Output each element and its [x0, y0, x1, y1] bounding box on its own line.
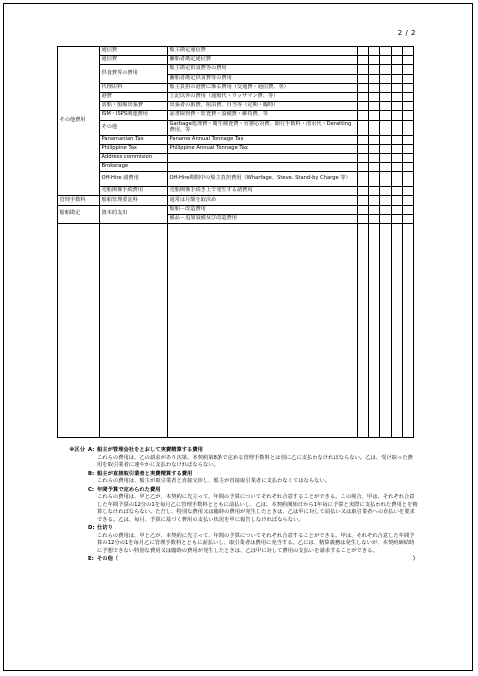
blank-cell	[380, 214, 391, 223]
blank-cell	[391, 196, 402, 205]
table-row	[58, 56, 414, 65]
note-body: これらの費用は、甲と乙が、本契約に先立って、年間の予算についてそれぞれ合意することができる。この場合、甲は、それぞれ合意した年間予算の12分の1を毎月乙に管理手数料とともに前払いし、乙は、本契約開始日から1年毎に予算と実際に支払われた費用とを精算しなければならない。ただし、特別な費用又は臨時の費用が発生したときは、乙は甲に対して前払い又は取引業者への直払いを要求できる。乙は、毎月、予算に基づく費用の支払い状況を甲に報告しなければならない。	[97, 494, 418, 523]
blank-cell	[358, 187, 369, 196]
description-cell: Philippine Annual Tonnage Tax	[168, 144, 358, 153]
blank-cell	[380, 144, 391, 153]
group-label-other: その他費用	[58, 47, 100, 196]
description-cell: 出張者の旅費、宿泊費、日当等（定期・臨時）	[168, 102, 358, 111]
blank-cell	[391, 163, 402, 172]
blank-cell	[369, 163, 380, 172]
blank-cell	[168, 224, 358, 438]
blank-cell	[402, 120, 413, 135]
description-cell: Garbage処理費・衛生検査費・官憲応対費、銀行手数料・清水代・Deratting費用、等	[168, 120, 358, 135]
blank-cell	[358, 196, 369, 205]
blank-cell	[369, 205, 380, 214]
blank-cell	[369, 214, 380, 223]
note-body: これらの費用は、船主が取引業者と直接交渉し、船主が直接取引業者に支払わなくてはならない。	[97, 478, 331, 485]
category-cell: ISM・ISPS関連費用	[100, 111, 168, 120]
note-heading: 仕切り	[97, 525, 113, 532]
table-row	[58, 120, 414, 135]
note-item-e	[60, 556, 418, 564]
classification-notes	[60, 446, 418, 564]
blank-cell	[380, 56, 391, 65]
blank-cell	[358, 74, 369, 83]
blank-cell	[391, 187, 402, 196]
blank-cell	[358, 144, 369, 153]
blank-cell	[358, 47, 369, 56]
blank-cell	[369, 144, 380, 153]
table-row	[58, 135, 414, 144]
blank-cell	[391, 47, 402, 56]
note-letter: D:	[88, 525, 95, 532]
note-item-c	[60, 487, 418, 525]
note-item-a	[60, 447, 418, 470]
table-row	[58, 111, 414, 120]
blank-cell	[380, 111, 391, 120]
blank-cell	[369, 56, 380, 65]
blank-cell	[402, 65, 413, 74]
blank-cell	[358, 111, 369, 120]
blank-cell	[391, 65, 402, 74]
table-row	[58, 172, 414, 187]
category-cell: 港費	[100, 92, 168, 101]
blank-cell	[369, 111, 380, 120]
note-item-b	[60, 471, 418, 486]
table-row	[58, 205, 414, 214]
blank-cell	[402, 187, 413, 196]
table-row	[58, 144, 414, 153]
blank-cell	[58, 224, 100, 438]
blank-cell	[402, 196, 413, 205]
description-cell	[168, 163, 358, 172]
note-body: これらの費用は、甲と乙が、本契約に先立って、年間の予算についてそれぞれ合意することができる。甲は、それぞれ合意した年間予算の12分の1を毎月乙に管理手数料とともに前払いし、取引業者は費用に充当する。乙には、精算義務は発生しないが、本契約締結時に予想できない特別な費用又は臨時の費用が発生したときは、乙は甲に対して費用の支払いを請求することができる。	[97, 532, 415, 554]
blank-cell	[380, 47, 391, 56]
blank-cell	[380, 102, 391, 111]
table-row-empty	[58, 224, 414, 438]
blank-cell	[358, 153, 369, 162]
notes-label: ※区分	[69, 447, 85, 453]
description-cell: 船舶－改造費用	[168, 205, 358, 214]
blank-cell	[402, 144, 413, 153]
note-item-d	[60, 525, 418, 555]
blank-cell	[402, 102, 413, 111]
note-other-label: その他（	[97, 556, 119, 563]
table-row	[58, 196, 414, 205]
blank-cell	[402, 205, 413, 214]
table-row	[58, 163, 414, 172]
blank-cell	[369, 135, 380, 144]
blank-cell	[369, 172, 380, 187]
category-cell: 通信費	[100, 47, 168, 56]
category-cell: 供食費等の費用	[100, 65, 168, 83]
blank-cell	[358, 83, 369, 92]
blank-cell	[380, 205, 391, 214]
blank-cell	[369, 65, 380, 74]
blank-cell	[402, 153, 413, 162]
description-cell: 傭船者勘定供食費等の費用	[168, 74, 358, 83]
blank-cell	[369, 102, 380, 111]
blank-cell	[369, 47, 380, 56]
blank-cell	[369, 92, 380, 101]
description-cell: 上記以外の費用（通船代・ウッサマン費、等）	[168, 92, 358, 101]
category-cell: その他	[100, 120, 168, 135]
blank-cell	[358, 56, 369, 65]
blank-cell	[391, 120, 402, 135]
description-cell: 備品－追加設備及び改造費用	[168, 214, 358, 223]
blank-cell	[391, 205, 402, 214]
blank-cell	[358, 205, 369, 214]
table-row	[58, 47, 414, 56]
blank-cell	[391, 102, 402, 111]
blank-cell	[100, 224, 168, 438]
description-cell: Paname Annual Tonnage Tax	[168, 135, 358, 144]
note-heading: 年間予算で定められた費用	[97, 486, 161, 493]
table-row	[58, 102, 414, 111]
note-heading: 船主が管理会社をとおして実費精算する費用	[97, 447, 203, 453]
category-cell: 船舶管理委託料	[100, 196, 168, 205]
table-row	[58, 187, 414, 196]
category-cell: 売船関係手続費用	[100, 187, 168, 196]
blank-cell	[391, 56, 402, 65]
group-label-mgmt: 管理手数料	[58, 196, 100, 205]
blank-cell	[391, 111, 402, 120]
blank-cell	[369, 153, 380, 162]
category-cell: 資本的支出	[100, 205, 168, 223]
blank-cell	[402, 83, 413, 92]
page-number: 2 / 2	[397, 29, 416, 37]
blank-cell	[402, 135, 413, 144]
blank-cell	[358, 135, 369, 144]
blank-cell	[380, 83, 391, 92]
blank-cell	[391, 74, 402, 83]
blank-cell	[358, 102, 369, 111]
category-cell: 代理店料	[100, 83, 168, 92]
blank-cell	[369, 224, 380, 438]
blank-cell	[369, 187, 380, 196]
blank-cell	[358, 172, 369, 187]
blank-cell	[380, 196, 391, 205]
blank-cell	[380, 163, 391, 172]
blank-cell	[380, 224, 391, 438]
note-letter: B:	[88, 470, 95, 477]
blank-cell	[391, 224, 402, 438]
expense-table	[57, 46, 414, 438]
blank-cell	[358, 92, 369, 101]
blank-cell	[380, 172, 391, 187]
blank-cell	[402, 214, 413, 223]
blank-cell	[380, 65, 391, 74]
blank-cell	[380, 74, 391, 83]
note-letter: A:	[88, 447, 95, 453]
description-cell: 船主勘定通信費	[168, 47, 358, 56]
blank-cell	[380, 153, 391, 162]
category-cell: Brokerage	[100, 163, 168, 172]
blank-cell	[391, 92, 402, 101]
note-body: これらの費用は、乙の請求があり次第、本契約第8条で定める管理手数料とは別に乙に支払わなければならない。乙は、受け取った費用を取引業者に速やかに支払わなければならない。	[97, 454, 413, 469]
description-cell: 通常は月額を取決め	[168, 196, 358, 205]
description-cell: 船主勘定供食費等の費用	[168, 65, 358, 74]
blank-cell	[391, 144, 402, 153]
category-cell: Philippine Tax	[100, 144, 168, 153]
blank-cell	[369, 120, 380, 135]
blank-cell	[369, 74, 380, 83]
group-label-asset: 船舶勘定	[58, 205, 100, 223]
description-cell	[168, 153, 358, 162]
blank-cell	[380, 135, 391, 144]
note-letter: E:	[88, 556, 94, 563]
blank-cell	[391, 83, 402, 92]
blank-cell	[358, 163, 369, 172]
blank-cell	[402, 92, 413, 101]
table-row	[58, 153, 414, 162]
blank-cell	[402, 172, 413, 187]
note-letter: C:	[88, 486, 95, 493]
note-heading: 船主が直接取引業者と実費精算する費用	[97, 470, 193, 477]
blank-cell	[358, 120, 369, 135]
blank-cell	[402, 224, 413, 438]
blank-cell	[391, 135, 402, 144]
category-cell: Off-Hire 諸費用	[100, 172, 168, 187]
table-row	[58, 83, 414, 92]
blank-cell	[369, 196, 380, 205]
table-row	[58, 92, 414, 101]
blank-cell	[391, 153, 402, 162]
blank-cell	[402, 111, 413, 120]
note-other-close: ）	[412, 556, 418, 563]
blank-cell	[369, 83, 380, 92]
blank-cell	[358, 224, 369, 438]
blank-cell	[402, 56, 413, 65]
category-cell: 訪船・船舶出張費	[100, 102, 168, 111]
blank-cell	[402, 47, 413, 56]
description-cell: Off-Hire期間中の船主負担費用（Wharfage、Steve. Stand-by Charge 等）	[168, 172, 358, 187]
blank-cell	[358, 65, 369, 74]
description-cell: 傭船者勘定通信費	[168, 56, 358, 65]
table-row	[58, 65, 414, 74]
blank-cell	[380, 120, 391, 135]
description-cell: 証書取得費・監査費・設備費・維持費、等	[168, 111, 358, 120]
description-cell: 売船関係手続き上で発生する諸費用	[168, 187, 358, 196]
blank-cell	[380, 92, 391, 101]
blank-cell	[402, 74, 413, 83]
blank-cell	[391, 214, 402, 223]
category-cell: Address commision	[100, 153, 168, 162]
description-cell: 船主負担の港費に係る費用（交通費・通信費、等）	[168, 83, 358, 92]
blank-cell	[402, 163, 413, 172]
blank-cell	[380, 187, 391, 196]
category-cell: 通信費	[100, 56, 168, 65]
blank-cell	[358, 214, 369, 223]
blank-cell	[391, 172, 402, 187]
category-cell: Panamanian Tax	[100, 135, 168, 144]
